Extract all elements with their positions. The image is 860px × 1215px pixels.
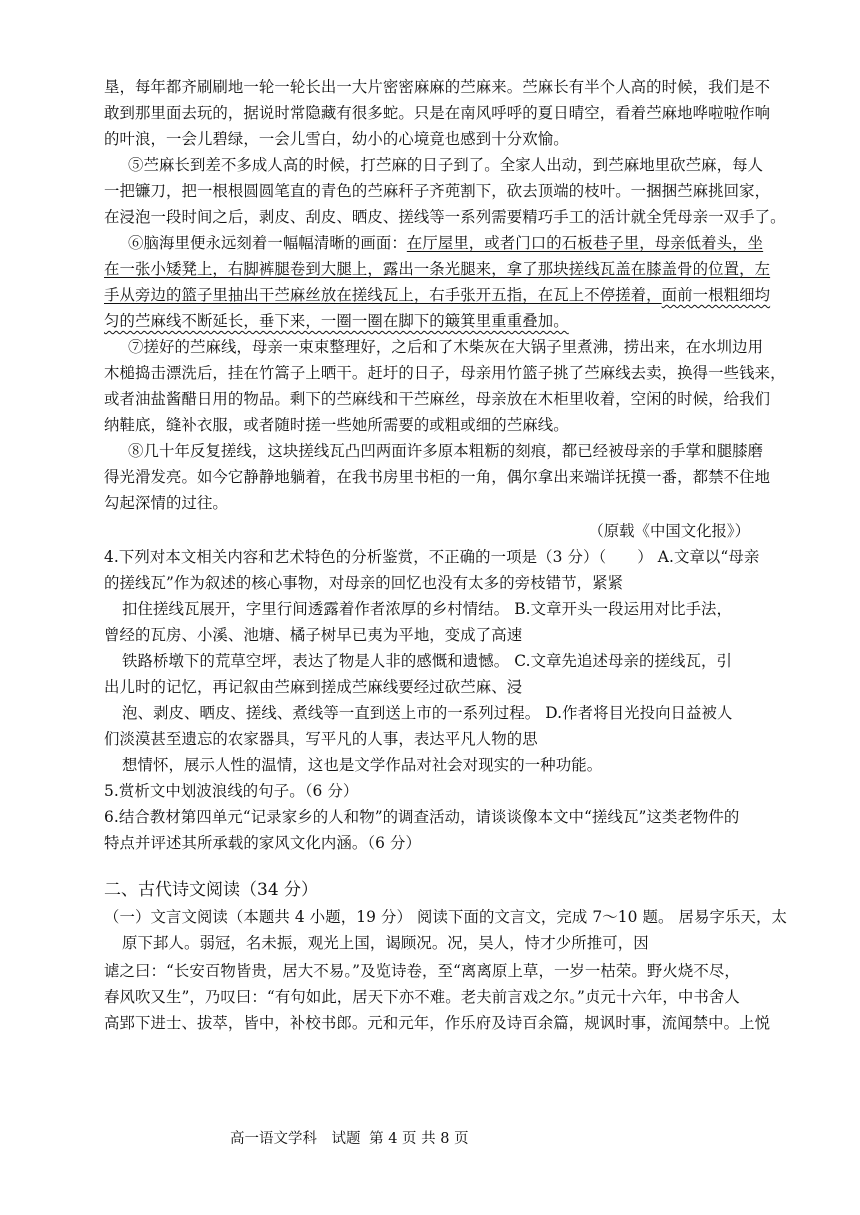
underlined-passage: 手从旁边的篮子里抽出干苎麻丝放在搓线瓦上，右手张开五指，在瓦上不停搓着， [104, 286, 662, 304]
section-heading: 二、古代诗文阅读（34 分） [104, 880, 319, 900]
text-line [104, 284, 770, 306]
question-4-line: 泡、剥皮、晒皮、搓线、煮线等一直到送上市的一系列过程。 D.作者将目光投向日益被人 [122, 704, 733, 722]
question-4-line: 出儿时的记忆，再记叙由苎麻到搓成苎麻线要经过砍苎麻、浸 [104, 678, 523, 696]
paragraph-7-start: ⑦搓好的苎麻线，母亲一束束整理好，之后和了木柴灰在大锅子里煮沸，捞出来，在水圳边用 [128, 338, 764, 356]
question-6: 6.结合教材第四单元“记录家乡的人和物”的调查活动，请谈谈像本文中“搓线瓦”这类老物件的 [104, 808, 740, 826]
classical-text-line: 高郢下进士、拔萃，皆中，补校书郎。元和元年，作乐府及诗百余篇，规讽时事，流闻禁中。上悦 [104, 1014, 771, 1032]
underlined-passage: 在一张小矮凳上，右脚裤腿卷到大腿上，露出一条光腿来，拿了那块搓线瓦盖在膝盖骨的位置，左 [104, 260, 771, 278]
text-line: 的叶浪，一会儿碧绿，一会儿雪白，幼小的心境竟也感到十分欢愉。 [104, 130, 569, 148]
question-6-line: 特点并评述其所承载的家风文化内涵。（6 分） [104, 834, 421, 852]
text-line: 垦，每年都齐刷刷地一轮一轮长出一大片密密麻麻的苎麻来。苎麻长有半个人高的时候，我们是不 [104, 78, 771, 96]
question-4-line: 的搓线瓦”作为叙述的核心事物，对母亲的回忆也没有太多的旁枝错节，紧紧 [104, 574, 624, 592]
question-4-line: 们淡漠甚至遗忘的农家器具，写平凡的人事，表达平凡人物的思 [104, 730, 538, 748]
paragraph-5-start: ⑤苎麻长到差不多成人高的时候，打苎麻的日子到了。全家人出动，到苎麻地里砍苎麻，每人 [128, 156, 764, 174]
question-4-line: 曾经的瓦房、小溪、池塘、橘子树早已夷为平地，变成了高速 [104, 626, 523, 644]
question-4: 4.下列对本文相关内容和艺术特色的分析鉴赏，不正确的一项是（3 分）（ ） A.文章以“母亲 [104, 548, 760, 566]
underlined-passage: 在厅屋里，或者门口的石板巷子里，母亲低着头，坐 [406, 234, 764, 252]
question-4-line: 想情怀，展示人性的温情，这也是文学作品对社会对现实的一种功能。 [122, 756, 603, 774]
classical-text-line: 春风吹又生”，乃叹曰：“有句如此，居天下亦不难。老夫前言戏之尔。”贞元十六年，中书舍人 [104, 988, 740, 1006]
question-4-line: 铁路桥墩下的荒草空坪，表达了物是人非的感慨和遗憾。 C.文章先追述母亲的搓线瓦，引 [122, 652, 732, 670]
paragraph-6-lead: ⑥脑海里便永远刻着一幅幅清晰的画面： [128, 234, 407, 252]
classical-text-intro: （一）文言文阅读（本题共 4 小题，19 分） 阅读下面的文言文，完成 7～10 题。 居易字乐天，太 [104, 908, 787, 926]
question-4-line: 扣住搓线瓦展开，字里行间透露着作者浓厚的乡村情结。 B.文章开头一段运用对比手法， [122, 600, 733, 618]
text-line: 纳鞋底，缝补衣服，或者随时搓一些她所需要的或粗或细的苎麻线。 [104, 416, 569, 434]
wavy-underlined-sentence: 面前一根粗细均 [661, 286, 771, 304]
text-line: 在浸泡一段时间之后，剥皮、刮皮、晒皮、搓线等一系列需要精巧手工的活计就全凭母亲一双手了。 [104, 208, 786, 226]
classical-text-line: 谑之曰：“长安百物皆贵，居大不易。”及览诗卷，至“离离原上草，一岁一枯荣。野火烧不尽， [104, 962, 740, 980]
classical-text-line: 原下邽人。弱冠，名未振，观光上国，谒顾况。况，吴人，恃才少所推可，因 [122, 934, 649, 952]
text-line: 得光滑发亮。如今它静静地躺着，在我书房里书柜的一角，偶尔拿出来端详抚摸一番，都禁不住地 [104, 468, 771, 486]
paragraph-6-start [128, 232, 763, 254]
question-5: 5.赏析文中划波浪线的句子。（6 分） [104, 782, 359, 800]
text-line: 敢到那里面去玩的，据说时常隐藏有很多蛇。只是在南风呼呼的夏日晴空，看着苎麻地哗啦啦作响 [104, 104, 771, 122]
text-line: 木槌捣击漂洗后，挂在竹篙子上晒干。赶圩的日子，母亲用竹篮子挑了苎麻线去卖，换得一些钱来， [104, 364, 786, 382]
text-line: 或者油盐酱醋日用的物品。剩下的苎麻线和干苎麻丝，母亲放在木柜里收着，空闲的时候，给我们 [104, 390, 771, 408]
wavy-underlined-sentence: 匀的苎麻线不断延长，垂下来，一圈一圈在脚下的簸箕里重重叠加。 [104, 312, 569, 330]
footer-page-number: 第 4 页 共 8 页 [369, 1131, 469, 1147]
text-line: 一把镰刀，把一根根圆圆笔直的青色的苎麻秆子齐蔸割下，砍去顶端的枝叶。一捆捆苎麻挑回家， [104, 182, 771, 200]
page-footer [230, 1127, 473, 1148]
paragraph-8-start: ⑧几十年反复搓线，这块搓线瓦凸凹两面许多原本粗粝的刻痕，都已经被母亲的手掌和腿膝磨 [128, 442, 764, 460]
source-citation: （原载《中国文化报》） [588, 522, 750, 540]
text-line: 勾起深情的过往。 [104, 494, 228, 512]
footer-subject: 高一语文学科 试题 [230, 1131, 361, 1147]
